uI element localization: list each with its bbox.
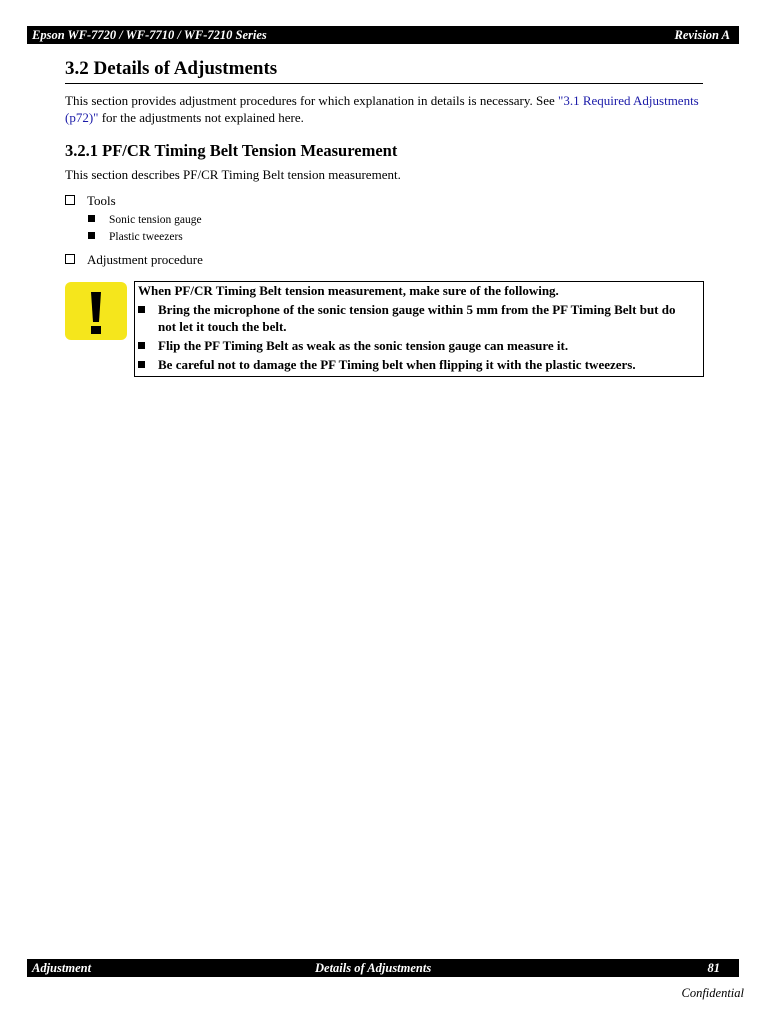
square-bullet-icon <box>88 232 95 239</box>
tools-item <box>65 192 116 209</box>
intro-text: This section provides adjustment procedures for which explanation in details is necessary. See <box>65 93 559 108</box>
tool-list-item <box>88 213 202 228</box>
header-revision: Revision A <box>674 28 730 42</box>
square-bullet-icon <box>138 306 145 313</box>
square-bullet-icon <box>88 215 95 222</box>
tool-list-item <box>88 230 183 245</box>
caution-lead: When PF/CR Timing Belt tension measurement, make sure of the following. <box>138 283 559 298</box>
exclamation-caution-icon <box>65 282 127 340</box>
subsection-description: This section describes PF/CR Timing Belt tension measurement. <box>65 167 401 182</box>
footer-bar <box>27 959 739 977</box>
square-bullet-icon <box>138 342 145 349</box>
caution-item-text: Bring the microphone of the sonic tension gauge within 5 mm from the PF Timing Belt but do not let it touch the belt. <box>158 302 676 334</box>
section-intro <box>65 92 705 126</box>
header-bar <box>27 26 739 44</box>
section-title: 3.2 Details of Adjustments <box>65 57 703 84</box>
confidential-label: Confidential <box>681 986 744 1000</box>
caution-item <box>138 356 698 373</box>
intro-tail: for the adjustments not explained here. <box>98 110 304 125</box>
tool-name: Sonic tension gauge <box>109 214 202 226</box>
header-title: Epson WF-7720 / WF-7710 / WF-7210 Series <box>32 28 267 42</box>
tools-label: Tools <box>87 193 116 208</box>
caution-item-text: Be careful not to damage the PF Timing belt when flipping it with the plastic tweezers. <box>158 357 636 372</box>
square-bullet-icon <box>138 361 145 368</box>
caution-item-text: Flip the PF Timing Belt as weak as the sonic tension gauge can measure it. <box>158 338 569 353</box>
caution-item <box>138 337 698 354</box>
caution-box <box>134 281 704 377</box>
page-number: 81 <box>707 961 720 975</box>
caution-item <box>138 301 698 335</box>
checkbox-bullet-icon <box>65 254 75 264</box>
checkbox-bullet-icon <box>65 195 75 205</box>
tool-name: Plastic tweezers <box>109 231 183 243</box>
required-adjustments-link[interactable]: "3.1 Required Adjustments (p72)" <box>65 93 699 125</box>
footer-chapter: Adjustment <box>32 961 92 975</box>
procedure-item <box>65 251 203 268</box>
footer-section: Details of Adjustments <box>315 961 432 975</box>
procedure-label: Adjustment procedure <box>87 252 203 267</box>
subsection-title: 3.2.1 PF/CR Timing Belt Tension Measurement <box>65 141 398 160</box>
